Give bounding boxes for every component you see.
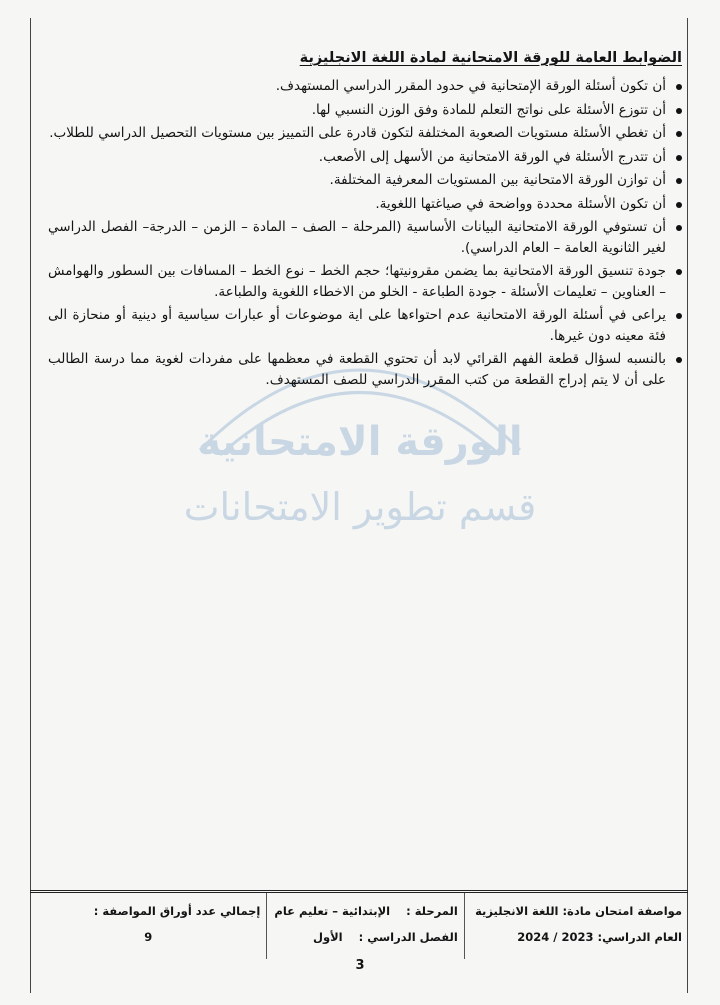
total-pages-label: إجمالي عدد أوراق المواصفة : <box>93 904 261 918</box>
term-value: الأول <box>312 930 343 944</box>
rule-item: أن توازن الورقة الامتحانية بين المستويات المعرفية المختلفة. <box>48 170 666 191</box>
watermark-text-upper: الورقة الامتحانية <box>197 419 523 465</box>
watermark-text-lower: قسم تطوير الامتحانات <box>183 485 537 529</box>
footer-spec-cell <box>464 893 688 959</box>
stage-label: المرحلة : <box>406 904 458 918</box>
rule-item: يراعى في أسئلة الورقة الامتحانية عدم احتواءها على اية موضوعات أو عبارات سياسية أو دينية أو منحازة الى فئة معينه دون غيرها. <box>48 305 666 346</box>
academic-year-label: العام الدراسي: 2023 / 2024 <box>517 930 682 944</box>
footer-total-cell <box>30 893 267 959</box>
stage-value: الإبتدائية – تعليم عام <box>274 904 391 918</box>
term-row <box>273 927 457 953</box>
page-number: 3 <box>355 958 365 973</box>
rule-item: جودة تنسيق الورقة الامتحانية بما يضمن مقرونيتها؛ حجم الخط – نوع الخط – المسافات بين السطور والهوامش – العناوين – تعليمات الأسئلة - جودة الطباعة - الخلو من الاخطاء اللغوية والطباعة. <box>48 261 666 302</box>
total-pages-value: 9 <box>144 930 153 944</box>
footer-stage-cell <box>267 893 464 959</box>
rule-item: أن تتدرج الأسئلة في الورقة الامتحانية من الأسهل إلى الأصعب. <box>48 147 666 168</box>
rule-item: بالنسبه لسؤال قطعة الفهم القرائي لابد أن تحتوي القطعة في معظمها على مفردات لغوية مما درسة الطالب على أن لا يتم إدراج القطعة من كتب المقرر الدراسي للصف المستهدف. <box>48 349 666 390</box>
rule-item: أن تستوفي الورقة الامتحانية البيانات الأساسية (المرحلة – الصف – المادة – الزمن – الدرجة– الفصل الدراسي لغير الثانوية العامة – العام الدراسي). <box>48 217 666 258</box>
footer-table <box>30 893 688 959</box>
exam-spec-label: مواصفة امتحان مادة: اللغة الانجليزية <box>475 904 682 918</box>
rule-item: أن تكون الأسئلة محددة وواضحة في صياغتها اللغوية. <box>48 194 666 215</box>
document-title: الضوابط العامة للورقة الامتحانية لمادة اللغة الانجليزية <box>299 50 682 66</box>
rule-item: أن تكون أسئلة الورقة الإمتحانية في حدود المقرر الدراسي المستهدف. <box>48 76 666 97</box>
stage-row <box>273 901 457 927</box>
rules-list <box>48 76 682 390</box>
term-label: الفصل الدراسي : <box>358 930 458 944</box>
document-body <box>48 50 682 393</box>
rule-item: أن تتوزع الأسئلة على نواتج التعلم للمادة وفق الوزن النسبي لها. <box>48 100 666 121</box>
footer <box>30 890 688 959</box>
rule-item: أن تغطي الأسئلة مستويات الصعوبة المختلفة لتكون قادرة على التمييز بين مستويات التحصيل الدراسي للطلاب. <box>48 123 666 144</box>
